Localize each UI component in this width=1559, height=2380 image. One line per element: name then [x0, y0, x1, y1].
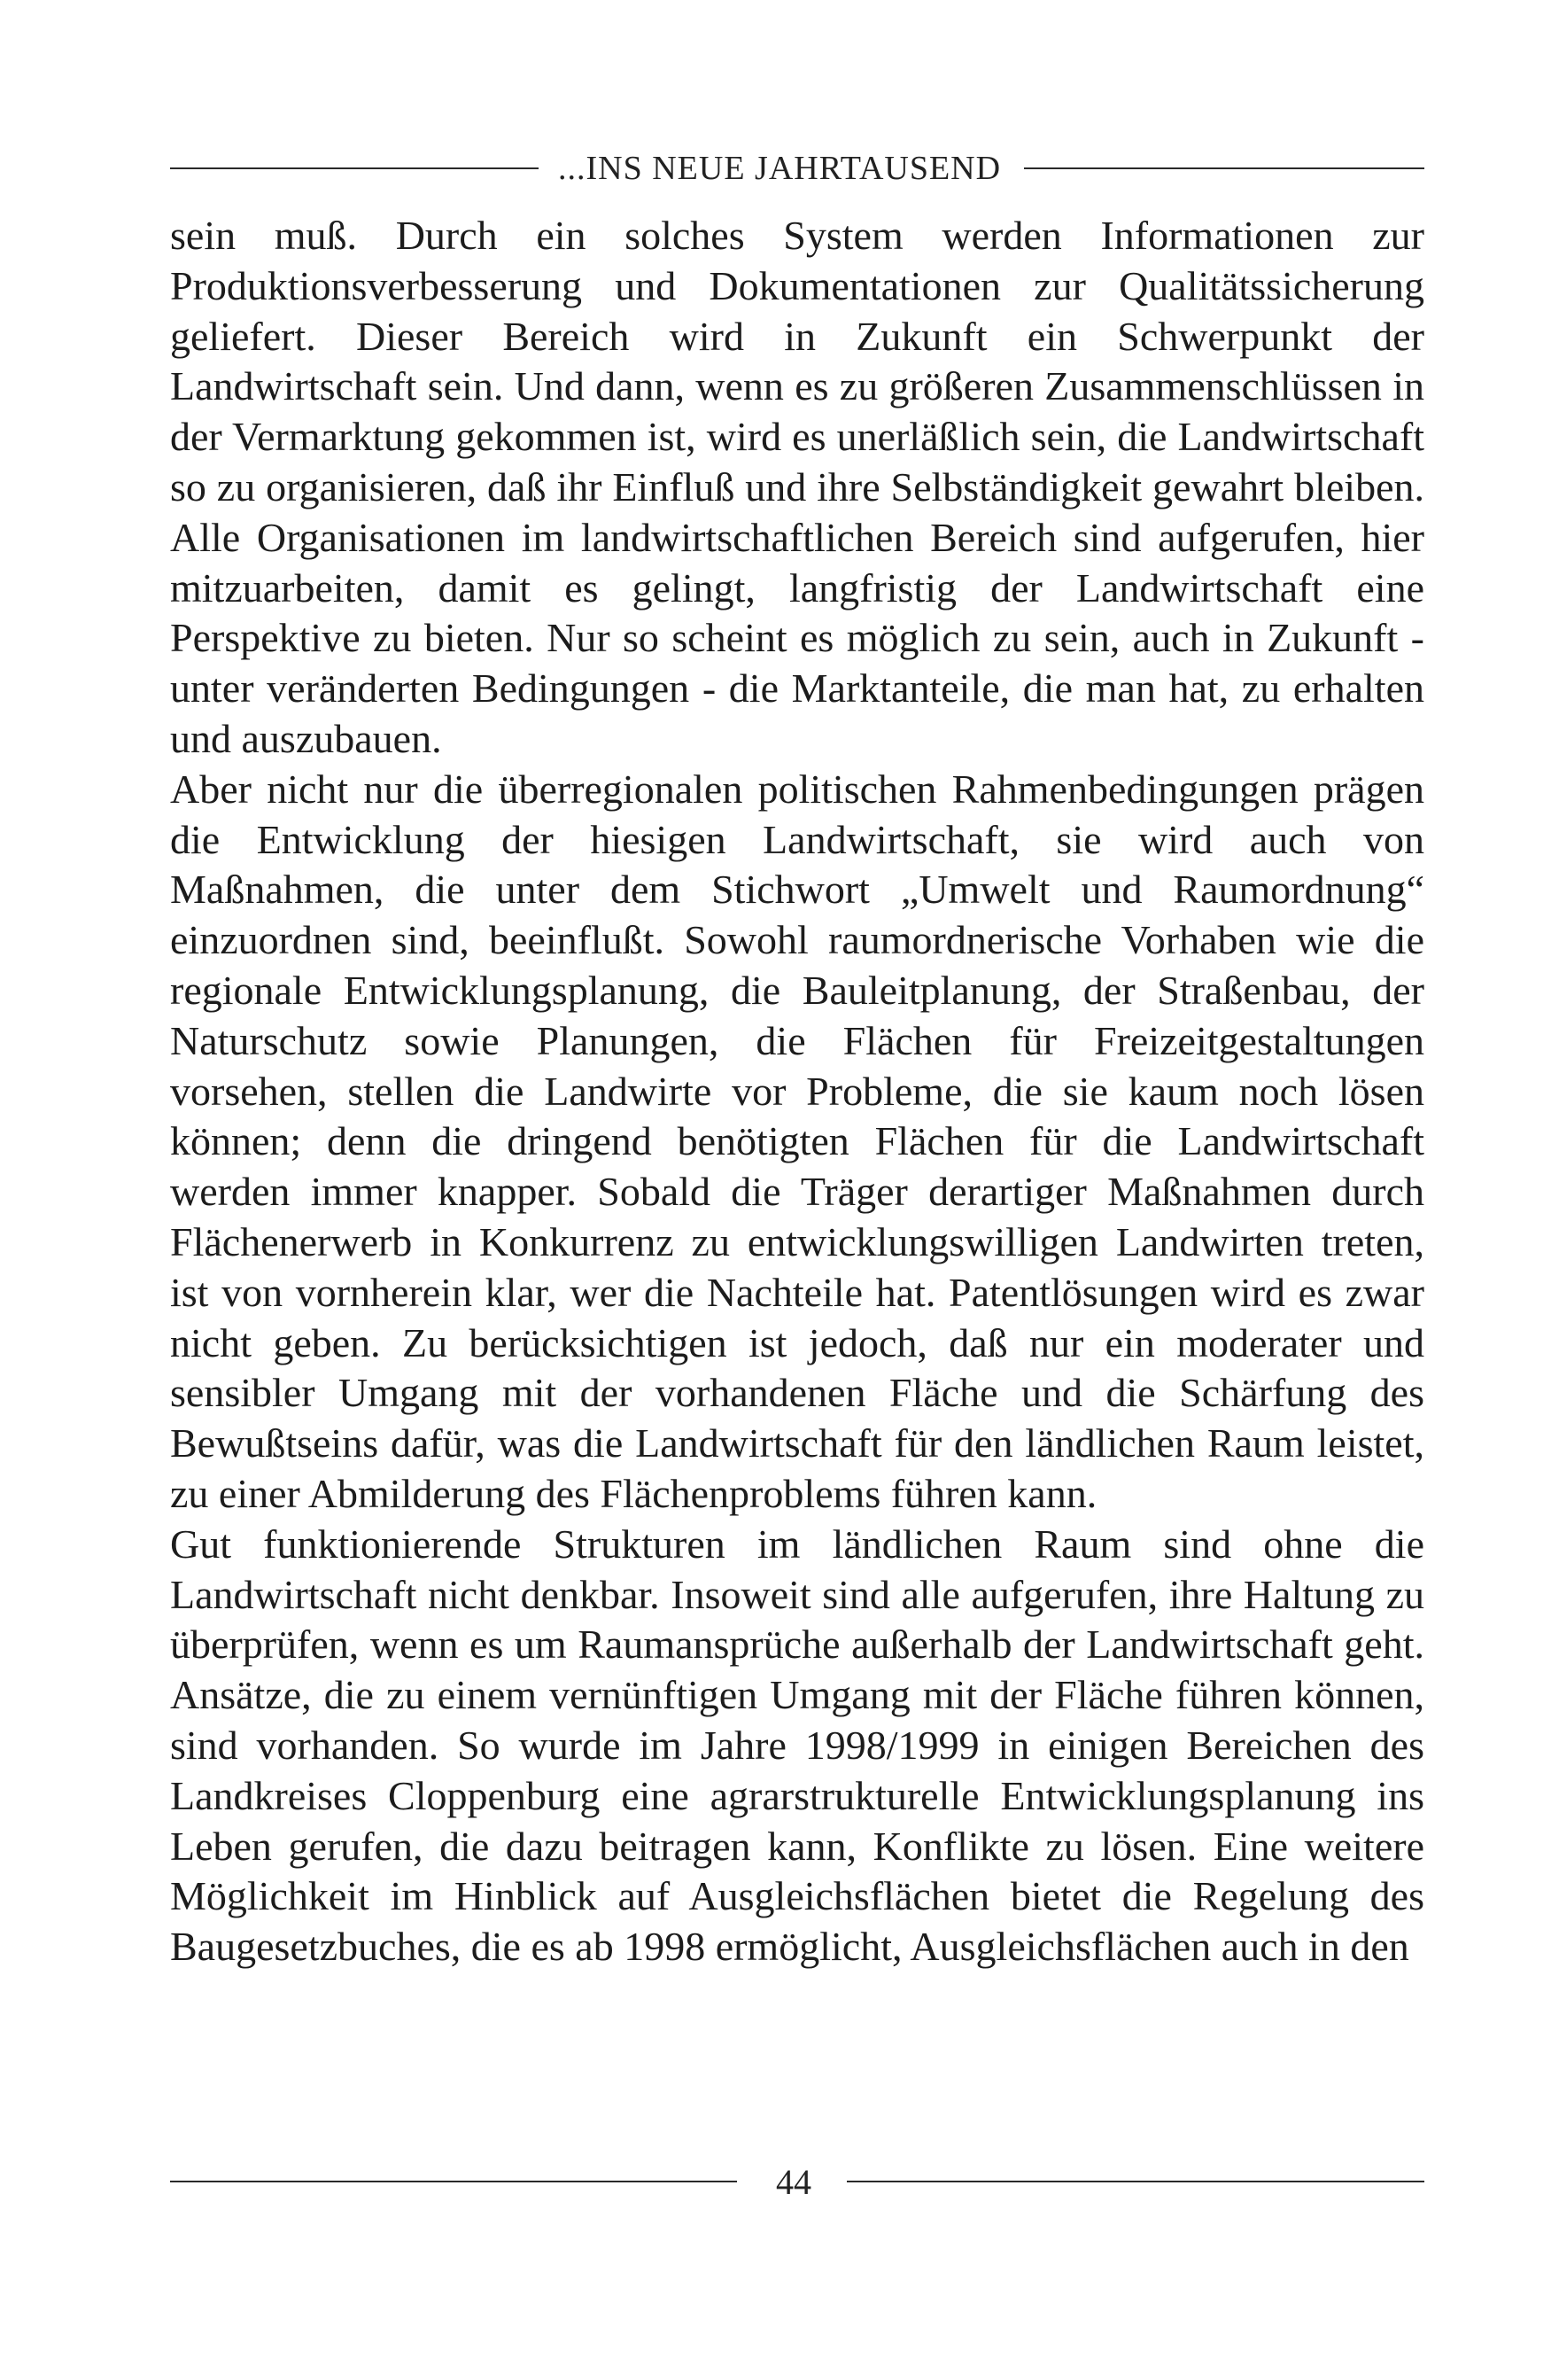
- paragraph-1: sein muß. Durch ein solches System werden Informationen zur Produktionsverbesserung und Dokumentationen zur Qualitätssicherung geliefert. Dieser Bereich wird in Zukunft ein Schwerpunkt der Landwirtschaft sein. Und dann, wenn es zu größeren Zusammenschlüssen in der Vermarktung gekommen ist, wird es unerläßlich sein, die Landwirtschaft so zu organisieren, daß ihr Einfluß und ihre Selbständigkeit gewahrt bleiben. Alle Organisationen im landwirtschaftlichen Bereich sind aufgerufen, hier mitzuarbeiten, damit es gelingt, langfristig der Landwirtschaft eine Perspektive zu bieten. Nur so scheint es möglich zu sein, auch in Zukunft - unter veränderten Bedingungen - die Marktanteile, die man hat, zu erhalten und auszubauen.: [170, 213, 1424, 761]
- paragraph-3: Gut funktionierende Strukturen im ländlichen Raum sind ohne die Landwirtschaft nicht denkbar. Insoweit sind alle aufgerufen, ihre Haltung zu überprüfen, wenn es um Raumansprüche außerhalb der Landwirtschaft geht. Ansätze, die zu einem vernünftigen Umgang mit der Fläche führen können, sind vorhanden. So wurde im Jahre 1998/1999 in einigen Bereichen des Landkreises Cloppenburg eine agrarstrukturelle Entwicklungsplanung ins Leben gerufen, die dazu beitragen kann, Konflikte zu lösen. Eine weitere Möglichkeit im Hinblick auf Ausgleichsflächen bietet die Regelung des Baugesetzbuches, die es ab 1998 ermöglicht, Ausgleichsflächen auch in den: [170, 1521, 1424, 1970]
- footer-rule-left: [170, 2181, 737, 2182]
- header-rule-right: [1024, 167, 1424, 169]
- header-title: ...INS NEUE JAHRTAUSEND: [558, 150, 1002, 187]
- paragraph-2: Aber nicht nur die überregionalen politischen Rahmenbedingungen prägen die Entwicklung der hiesigen Landwirtschaft, sie wird auch von Maßnahmen, die unter dem Stichwort „Umwelt und Raumordnung“ einzuordnen sind, beeinflußt. Sowohl raumordnerische Vorhaben wie die regionale Entwicklungsplanung, die Bauleitplanung, der Straßenbau, der Naturschutz sowie Planungen, die Flächen für Freizeitgestaltungen vorsehen, stellen die Landwirte vor Probleme, die sie kaum noch lösen können; denn die dringend benötigten Flächen für die Landwirtschaft werden immer knapper. Sobald die Träger derartiger Maßnahmen durch Flächenerwerb in Konkurrenz zu entwicklungswilligen Landwirten treten, ist von vornherein klar, wer die Nachteile hat. Patentlösungen wird es zwar nicht geben. Zu berücksichtigen ist jedoch, daß nur ein moderater und sensibler Umgang mit der vorhandenen Fläche und die Schärfung des Bewußtseins dafür, was die Landwirtschaft für den ländlichen Raum leistet, zu einer Abmilderung des Flächenproblems führen kann.: [170, 766, 1424, 1516]
- page-number: 44: [776, 2161, 811, 2202]
- running-header: [170, 146, 1424, 191]
- body-text: [170, 211, 1424, 1972]
- footer-rule-right: [847, 2181, 1424, 2182]
- page-footer: [170, 2159, 1424, 2204]
- header-rule-left: [170, 167, 539, 169]
